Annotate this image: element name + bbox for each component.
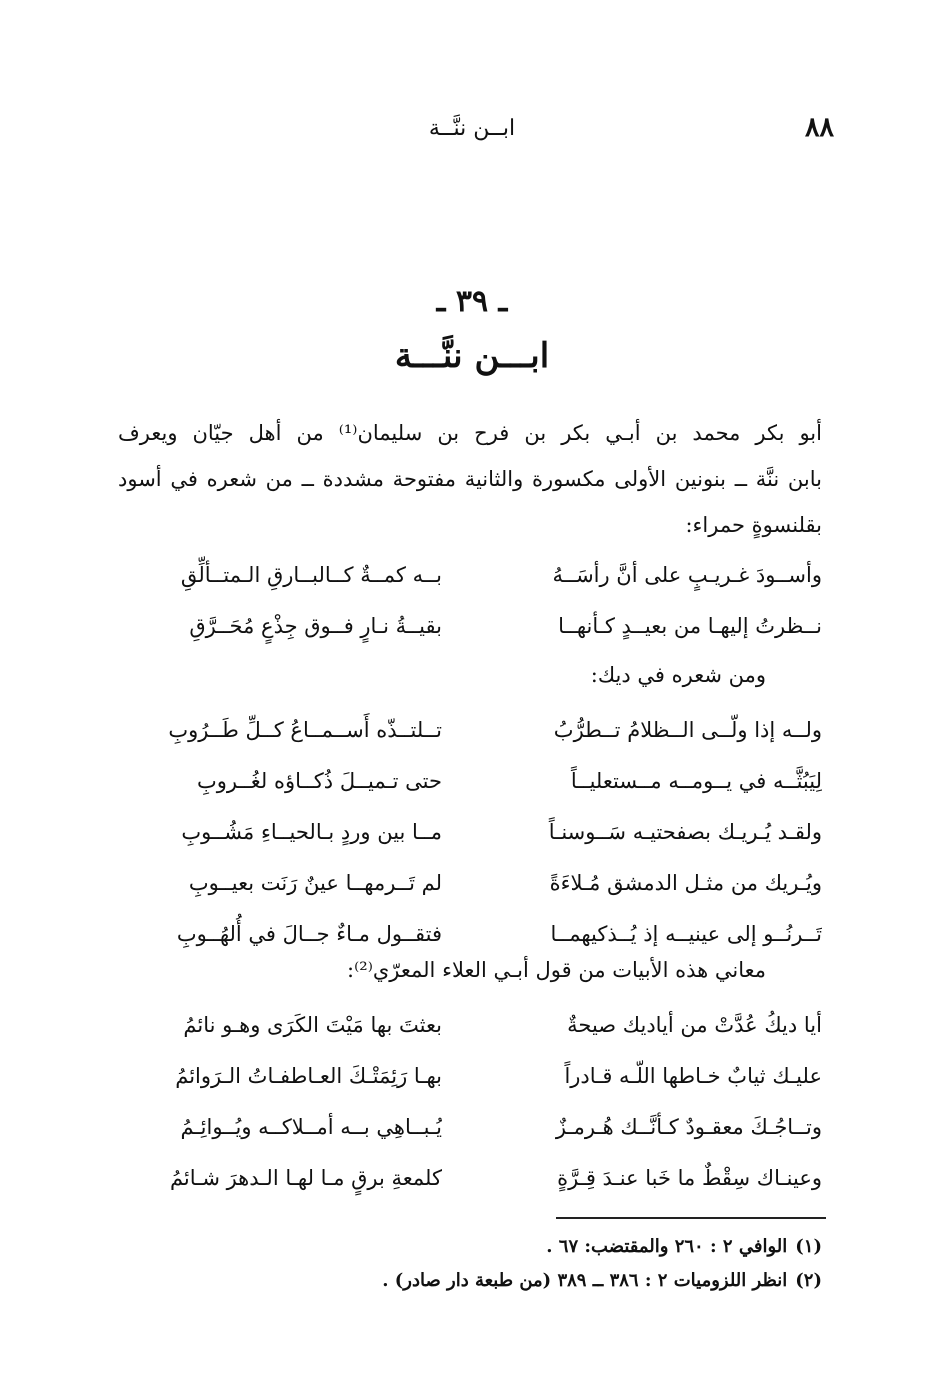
footnote-1 bbox=[118, 1236, 822, 1257]
verse-first-hemistich: ولــه إذا ولّــى الــظلامُ تــطرُّبُ bbox=[553, 718, 822, 742]
verse-line bbox=[118, 756, 822, 807]
verse-second-hemistich: يُـبــاهِي بــه أمــلاكــه ويُــوائِـمُ bbox=[180, 1115, 442, 1139]
poem-black-man-red-cap bbox=[118, 550, 822, 652]
footnote-text: انظر اللزوميات ٢ : ٣٨٦ ــ ٣٨٩ (من طبعة دار صادر) . bbox=[382, 1270, 788, 1291]
verse-line bbox=[118, 1000, 822, 1051]
page-number: ٨٨ bbox=[804, 112, 834, 143]
verse-line bbox=[118, 909, 822, 960]
footnote-divider bbox=[556, 1217, 826, 1219]
verse-first-hemistich: تَــرنُــو إلى عينيــه إذ يُــذكيهمــا bbox=[550, 922, 822, 946]
verse-line bbox=[118, 550, 822, 601]
maarri-poem-intro: معاني هذه الأبيات من قول أبـي العلاء المعرّي⁽²⁾: bbox=[347, 958, 766, 982]
section-number: ـ ٣٩ ـ bbox=[436, 284, 508, 319]
verse-second-hemistich: تــلتــذّه أَســمــاعُ كــلِّ طَــرُوبِ bbox=[168, 718, 442, 742]
verse-second-hemistich: مــا بين وردٍ بـالحيــاءِ مَشُــوبِ bbox=[181, 820, 442, 844]
paragraph-line: بقلنسوةٍ حمراء: bbox=[685, 513, 822, 537]
verse-second-hemistich: بــه كمــةٌ كــالبــارقِ الـمتــألِّقِ bbox=[180, 563, 442, 587]
verse-first-hemistich: وتــاجُـكَ معقـودٌ كـأنَّــك هُـرمـزٌ bbox=[555, 1115, 822, 1139]
verse-second-hemistich: لم تَــرمهــا عينٌ رَنَت بعيــوبِ bbox=[188, 871, 442, 895]
verse-first-hemistich: ويُـريك من مثـل الدمشق مُـلاءَةً bbox=[549, 871, 822, 895]
poem-rooster bbox=[118, 705, 822, 960]
verse-line bbox=[118, 1153, 822, 1204]
verse-first-hemistich: عليـك ثيابٌ خـاطها اللّـه قـادراً bbox=[564, 1064, 822, 1088]
verse-second-hemistich: بقيــةُ نـارٍ فــوق جِذْعٍ مُحَــرَّقِ bbox=[189, 614, 442, 638]
verse-first-hemistich: وأســودَ غـريـبٍ على أنَّ رأسَــهُ bbox=[552, 563, 822, 587]
footnote-2 bbox=[118, 1270, 822, 1291]
verse-first-hemistich: أيا ديكُ عُدَّتْ من أياديك صيحةٌ bbox=[567, 1013, 822, 1037]
verse-second-hemistich: كلمعةِ برقٍ مـا لهـا الـدهرَ شـائمُ bbox=[169, 1166, 442, 1190]
verse-second-hemistich: فتقــول مـاءٌ جــالَ في أُلهُــوبِ bbox=[176, 922, 442, 946]
poem-maarri bbox=[118, 1000, 822, 1204]
biography-paragraph bbox=[118, 410, 822, 548]
rooster-poem-intro: ومن شعره في ديك: bbox=[590, 663, 766, 687]
section-title: ابـــن ننَّـــة bbox=[394, 336, 550, 376]
verse-line bbox=[118, 601, 822, 652]
verse-first-hemistich: نــظرتُ إليهـا من بعيــدٍ كـأنهــا bbox=[558, 614, 822, 638]
paragraph-line: بابن ننَّة ــ بنونين الأولى مكسورة والثانية مفتوحة مشددة ــ من شعره في أسود bbox=[118, 467, 822, 491]
footnote-mark: (٢) bbox=[795, 1270, 822, 1291]
verse-line bbox=[118, 858, 822, 909]
verse-first-hemistich: ولقـد يُـريـك بصفحتيـه سَــوسنـاً bbox=[548, 820, 822, 844]
verse-first-hemistich: وعينـاك سِقْطٌ ما خَبا عنـدَ قِـرَّةٍ bbox=[557, 1166, 822, 1190]
verse-second-hemistich: حتى تـميــلَ ذُكــاؤه لغُــروبِ bbox=[196, 769, 442, 793]
footnote-text: الوافي ٢ : ٢٦٠ والمقتضب: ٦٧ . bbox=[546, 1236, 788, 1257]
verse-second-hemistich: بعثتَ بها مَيْتَ الكَرَى وهـو نائمُ bbox=[183, 1013, 442, 1037]
verse-line bbox=[118, 1051, 822, 1102]
running-title: ابــن ننَّــة bbox=[428, 116, 516, 141]
verse-line bbox=[118, 807, 822, 858]
paragraph-line: أبو بكر محمد بن أبـي بكر بن فرح بن سليمان⁽¹⁾ من أهل جيّان ويعرف bbox=[118, 421, 822, 445]
verse-second-hemistich: بهـا رَئِمَتْـكَ العـاطفـاتُ الـرَوائمُ bbox=[175, 1064, 442, 1088]
verse-line bbox=[118, 705, 822, 756]
verse-first-hemistich: لِيَبُثَّــه في يــومــه مــستعليــاً bbox=[570, 769, 822, 793]
verse-line bbox=[118, 1102, 822, 1153]
footnote-mark: (١) bbox=[795, 1236, 822, 1257]
